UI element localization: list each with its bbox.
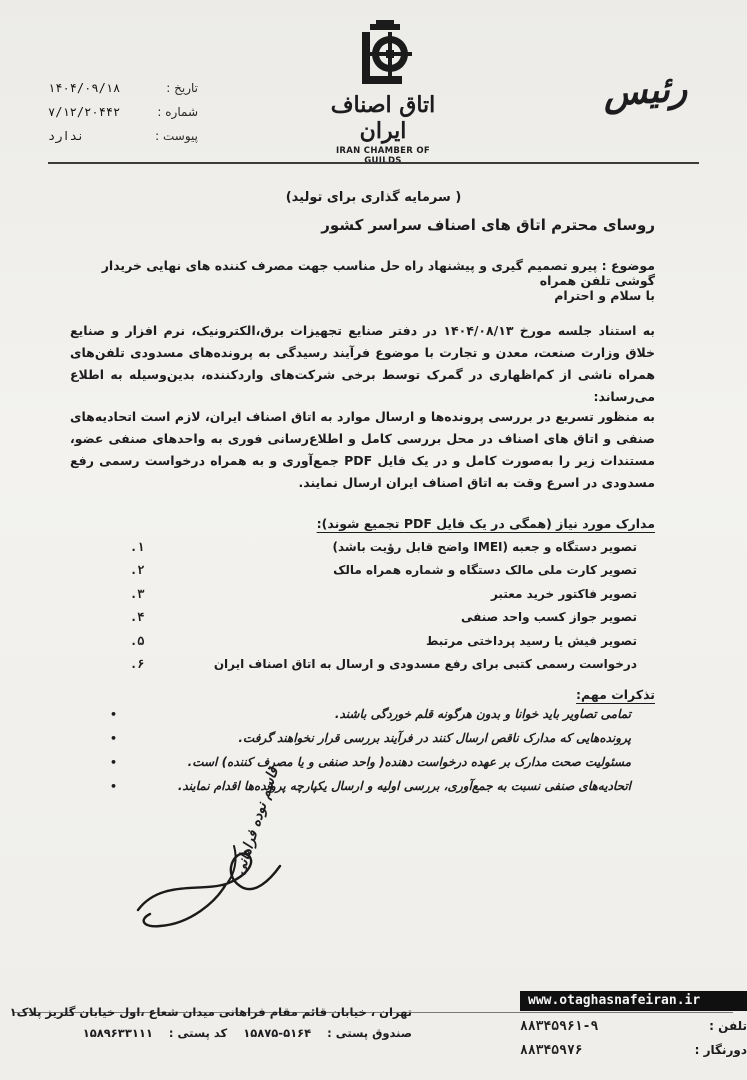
- signature-icon: [130, 840, 290, 940]
- meta-date-value: ۱۴۰۴/۰۹/۱۸: [48, 81, 121, 95]
- gear-emblem-icon: [348, 18, 418, 90]
- phone-row: [520, 1014, 747, 1038]
- list-item: [130, 657, 637, 680]
- doc-text: تصویر جواز کسب واحد صنفی: [460, 610, 637, 625]
- chamber-logo: [318, 18, 448, 166]
- postal-code-value: ۱۵۸۹۶۳۳۱۱۱: [82, 1026, 153, 1040]
- greeting: با سلام و احترام: [554, 288, 655, 303]
- postal-line: [22, 1023, 412, 1044]
- address-line: [9, 1002, 412, 1023]
- subject-line: موضوع : پیرو تصمیم گیری و پیشنهاد راه حل مناسب جهت مصرف کننده های نهایی خریدار گوشی تلفن همراه: [101, 258, 655, 288]
- doc-number: ۵.: [130, 633, 145, 648]
- website-link[interactable]: www.otaghasnafeiran.ir: [520, 991, 747, 1011]
- po-box-label: صندوق پستی :: [327, 1026, 412, 1040]
- list-item: [130, 540, 637, 563]
- list-item: [110, 755, 631, 779]
- meta-date: [48, 76, 198, 100]
- fax-label: دورنگار :: [694, 1043, 747, 1057]
- doc-number: ۲.: [130, 563, 145, 578]
- letter-meta: [48, 76, 198, 148]
- required-docs-list: [130, 540, 637, 680]
- doc-number: ۶.: [130, 656, 145, 671]
- list-item: [130, 563, 637, 586]
- bullet-icon: •: [110, 708, 118, 721]
- bullet-icon: •: [110, 780, 118, 793]
- bullet-icon: •: [110, 732, 118, 745]
- doc-number: ۱.: [130, 540, 145, 554]
- meta-attachment-value: ندارد: [48, 129, 85, 143]
- list-item: [110, 731, 631, 755]
- note-text: تمامی تصاویر باید خوانا و بدون هرگونه قلم خوردگی باشند.: [334, 707, 631, 721]
- signer-name: قاسم نوده فراهانی: [232, 765, 282, 877]
- slogan: ( سرمایه گذاری برای تولید): [285, 190, 462, 205]
- note-text: پرونده‌هایی که مدارک ناقص ارسال کنند در فرآیند بررسی قرار نخواهند گرفت.: [238, 731, 631, 745]
- header-divider: [48, 162, 699, 164]
- logo-text-en: IRAN CHAMBER OF GUILDS: [335, 146, 431, 166]
- logo-text-fa: اتاق اصناف ایران: [330, 92, 436, 144]
- note-text: اتحادیه‌های صنفی نسبت به جمع‌آوری، بررسی اولیه و ارسال یکپارچه پرونده‌ها اقدام نمایند.: [177, 779, 631, 793]
- po-box-value: ۱۵۸۷۵-۵۱۶۴: [243, 1026, 312, 1040]
- notes-list: [110, 707, 631, 803]
- meta-attachment: [48, 124, 198, 148]
- meta-number-value: ۷/۱۲/۲۰۴۴۲: [48, 105, 121, 119]
- phone-label: تلفن :: [709, 1019, 747, 1033]
- postal-code-label: کد پستی :: [168, 1026, 228, 1040]
- fax-row: [520, 1038, 747, 1062]
- doc-number: ۳.: [130, 586, 145, 601]
- address-text: تهران ، خیابان قائم مقام فراهانی میدان شعاع ،اول خیابان گلریز پلاک۱: [9, 1005, 412, 1019]
- phone-value: ۸۸۳۴۵۹۶۱-۹: [520, 1018, 599, 1034]
- list-item: [130, 634, 637, 657]
- doc-text: درخواست رسمی کتبی برای رفع مسدودی و ارسال به اتاق اصناف ایران: [213, 656, 637, 671]
- meta-attachment-label: پیوست :: [155, 129, 198, 143]
- footer-address: [9, 1002, 412, 1044]
- doc-number: ۴.: [130, 610, 145, 625]
- fax-value: ۸۸۳۴۵۹۷۶: [520, 1042, 583, 1058]
- list-item: [130, 587, 637, 610]
- recipient: روسای محترم اتاق های اصناف سراسر کشور: [321, 216, 655, 234]
- list-item: [130, 610, 637, 633]
- doc-text: تصویر فیش یا رسید پرداختی مرتبط: [425, 633, 637, 648]
- paragraph-1: به استناد جلسه مورخ ۱۴۰۴/۰۸/۱۳ در دفتر صنایع تجهیزات برق،الکترونیک، نرم افزار و صنایع خلاق وزارت صنعت، معدن و تجارت با موضوع فرآیند رسیدگی به پرونده‌های مسدودی تلفن‌های همراه ناشی از کم‌اظهاری در گمرک توسط برخی شرکت‌های واردکننده، بدین‌وسیله به اطلاع می‌رساند:: [70, 323, 656, 404]
- doc-text: تصویر دستگاه و جعبه (IMEI واضح قابل رؤیت باشد): [332, 540, 637, 554]
- note-text: مسئولیت صحت مدارک بر عهده درخواست دهنده( واحد صنفی و یا مصرف کننده) است.: [187, 755, 631, 769]
- paragraph-2: به منظور تسریع در بررسی پرونده‌ها و ارسال موارد به اتاق اصناف ایران، لازم است اتحادیه‌های صنفی و اتاق های اصناف در محل بررسی کامل و اطلاع‌رسانی فوری به واحدهای صنفی عضو، مستندات زیر را به‌صورت کامل و در یک فایل PDF جمع‌آوری و به همراه درخواست رسمی رفع مسدودی در اسرع وقت به اتاق اصناف ایران ارسال نمایند.: [70, 409, 655, 490]
- required-docs-heading: مدارک مورد نیاز (همگی در یک فایل PDF تجمیع شوند):: [316, 516, 655, 531]
- notes-heading: تذکرات مهم:: [576, 687, 655, 702]
- meta-date-label: تاریخ :: [166, 81, 198, 95]
- meta-number: [48, 100, 198, 124]
- doc-text: تصویر فاکتور خرید معتبر: [490, 586, 637, 601]
- contact-info: [520, 1014, 747, 1062]
- meta-number-label: شماره :: [157, 105, 198, 119]
- list-item: [110, 779, 631, 803]
- bullet-icon: •: [110, 756, 118, 769]
- doc-text: تصویر کارت ملی مالک دستگاه و شماره همراه مالک: [333, 563, 637, 578]
- handwritten-addressee: رئیس: [601, 67, 689, 115]
- list-item: [110, 707, 631, 731]
